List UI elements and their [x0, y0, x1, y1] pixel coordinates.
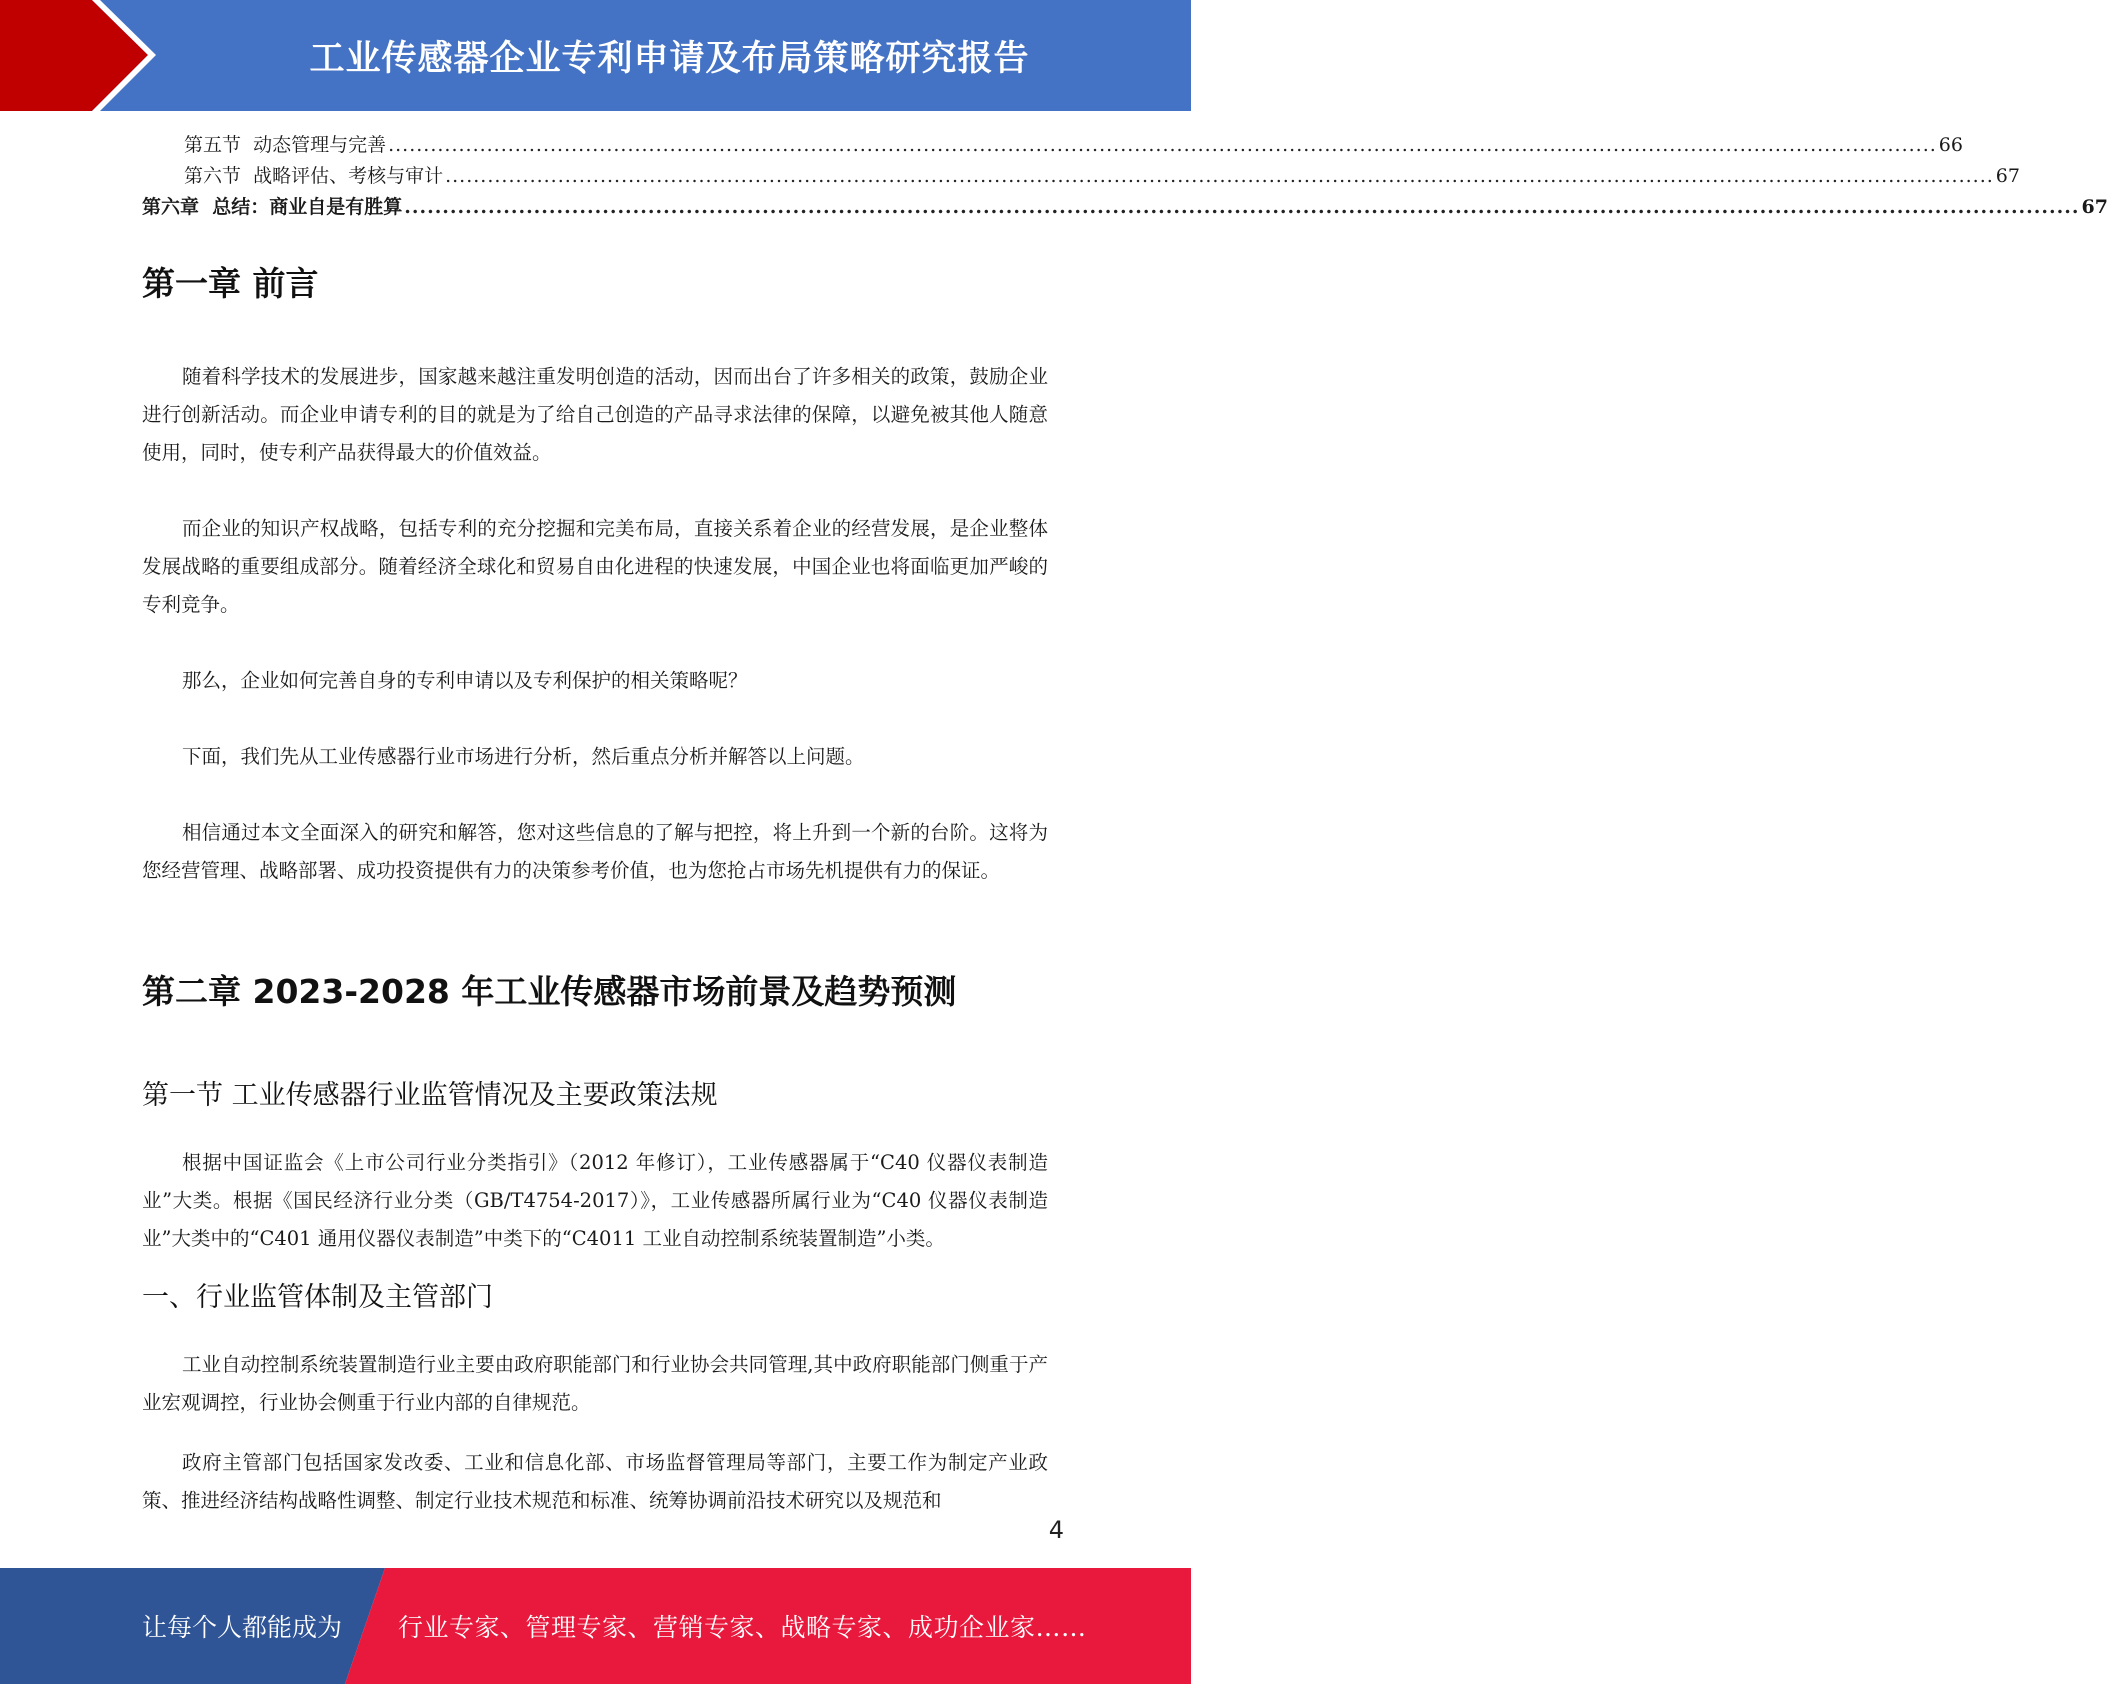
body-paragraph: 相信通过本文全面深入的研究和解答，您对这些信息的了解与把控，将上升到一个新的台阶。这将为您经营管理、战略部署、成功投资提供有力的决策参考价值，也为您抢占市场先机提供有力的保证。 — [142, 821, 1048, 882]
body-paragraph: 而企业的知识产权战略，包括专利的充分挖掘和完美布局，直接关系着企业的经营发展，是企业整体发展战略的重要组成部分。随着经济全球化和贸易自由化进程的快速发展，中国企业也将面临更加严峻的专利竞争。 — [142, 517, 1048, 616]
toc-entry-page: 66 — [1938, 134, 1963, 156]
toc-entry-label: 第五节 动态管理与完善 — [184, 134, 387, 156]
table-of-contents — [142, 130, 2108, 223]
toc-entry-page: 67 — [2081, 196, 2108, 218]
body-paragraph: 那么，企业如何完善自身的专利申请以及专利保护的相关策略呢？ — [182, 669, 748, 692]
footer-slogan-left: 让每个人都能成为 — [142, 1613, 343, 1642]
footer-banner — [0, 1568, 1191, 1684]
toc-entry-page: 67 — [1995, 165, 2020, 187]
toc-leader-dots: ............................................................................................................................................................................................................................ — [404, 196, 2080, 218]
header-banner — [0, 0, 1191, 111]
toc-entry[interactable] — [142, 161, 2020, 192]
body-paragraph: 随着科学技术的发展进步，国家越来越注重发明创造的活动，因而出台了许多相关的政策，鼓励企业进行创新活动。而企业申请专利的目的就是为了给自己创造的产品寻求法律的保障，以避免被其他人随意使用，同时，使专利产品获得最大的价值效益。 — [142, 365, 1048, 464]
section-heading: 第一节 工业传感器行业监管情况及主要政策法规 — [142, 1080, 718, 1111]
toc-entry-label: 第六节 战略评估、考核与审计 — [184, 165, 444, 187]
subsection-heading: 一、行业监管体制及主管部门 — [142, 1282, 493, 1313]
toc-leader-dots: ............................................................................................................................................................................................................................ — [445, 165, 1994, 187]
body-paragraph: 工业自动控制系统装置制造行业主要由政府职能部门和行业协会共同管理,其中政府职能部门侧重于产业宏观调控，行业协会侧重于行业内部的自律规范。 — [142, 1353, 1048, 1414]
body-paragraph: 根据中国证监会《上市公司行业分类指引》（2012 年修订），工业传感器属于“C40 仪器仪表制造业”大类。根据《国民经济行业分类（GB/T4754-2017）》，工业传感器所属行业为“C40 仪器仪表制造业”大类中的“C401 通用仪器仪表制造”中类下的“C4011 工业自动控制系统装置制造”小类。 — [142, 1151, 1048, 1250]
toc-entry[interactable] — [142, 192, 2108, 223]
document-title — [148, 0, 1191, 111]
page-number: 4 — [1048, 1516, 1064, 1544]
footer-slogan-right: 行业专家、管理专家、营销专家、战略专家、成功企业家…… — [398, 1613, 1087, 1642]
body-paragraph: 政府主管部门包括国家发改委、工业和信息化部、市场监督管理局等部门，主要工作为制定产业政策、推进经济结构战略性调整、制定行业技术规范和标准、统筹协调前沿技术研究以及规范和 — [142, 1451, 1048, 1512]
body-paragraph: 下面，我们先从工业传感器行业市场进行分析，然后重点分析并解答以上问题。 — [182, 745, 865, 768]
toc-leader-dots: ............................................................................................................................................................................................................................ — [388, 134, 1937, 156]
document-title-text: 工业传感器企业专利申请及布局策略研究报告 — [309, 38, 1030, 79]
toc-entry-label: 第六章 总结：商业自是有胜算 — [142, 196, 403, 218]
chapter-heading: 第一章 前言 — [142, 264, 319, 303]
chapter-heading: 第二章 2023-2028 年工业传感器市场前景及趋势预测 — [142, 972, 957, 1011]
toc-entry[interactable] — [142, 130, 1963, 161]
